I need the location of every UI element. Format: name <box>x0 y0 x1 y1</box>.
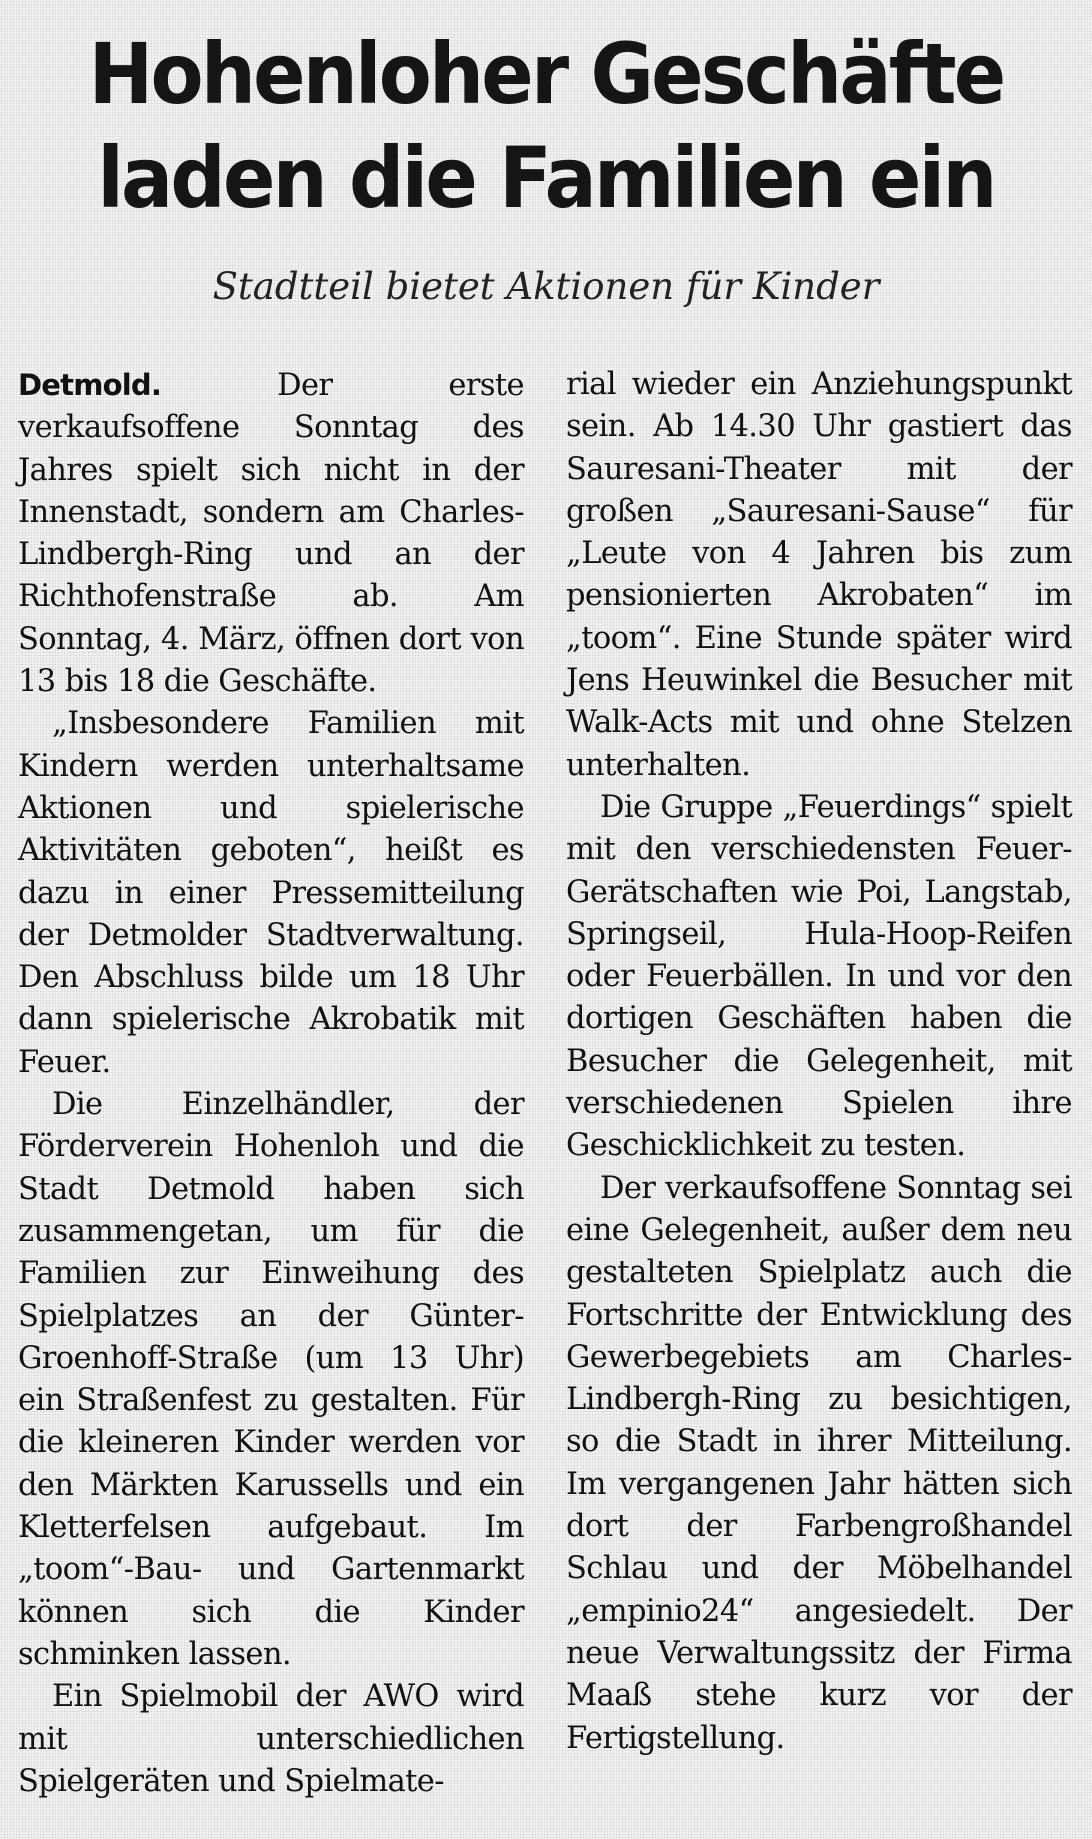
headline-line-2: laden die Familien ein <box>97 129 995 227</box>
paragraph: rial wieder ein Anziehungspunkt sein. Ab 14.30 Uhr gastiert das Sauresani-Theater mit der großen „Sauresani-Sause“ für „Leute von 4 Jahren bis zum pensionierten Akrobaten“ im „toom“. Eine Stunde später wird Jens Heuwinkel die Besucher mit Walk-Acts mit und ohne Stelzen unterhalten. <box>566 367 1072 783</box>
dateline: Detmold. <box>18 368 162 402</box>
article-column-right <box>566 364 1072 1760</box>
paragraph: Ein Spielmobil der AWO wird mit unterschiedlichen Spielgeräten und Spielmate- <box>18 1679 524 1799</box>
paragraph-text: Der erste verkaufsoffene Sonntag des Jahres spielt sich nicht in der Innenstadt, sondern am Charles-Lindbergh-Ring und an der Richthofenstraße ab. Am Sonntag, 4. März, öffnen dort von 13 bis 18 die Geschäfte. <box>18 368 524 700</box>
paragraph: Die Gruppe „Feuerdings“ spielt mit den verschiedensten Feuer-Gerätschaften wie Poi, Langstab, Springseil, Hula-Hoop-Reifen oder Feuerbällen. In und vor den dortigen Geschäften haben die Besucher die Gelegenheit, mit verschiedenen Spielen ihre Geschicklichkeit zu testen. <box>566 789 1072 1164</box>
subtitle: Stadtteil bietet Aktionen für Kinder <box>212 265 880 308</box>
headline-line-1: Hohenloher Geschäfte <box>88 25 1004 123</box>
headline <box>44 22 1049 230</box>
paragraph: „Insbesondere Familien mit Kindern werden unterhaltsame Aktionen und spielerische Aktivitäten geboten“, heißt es dazu in einer Pressemitteilung der Detmolder Stadtverwaltung. Den Abschluss bilde um 18 Uhr dann spielerische Akrobatik mit Feuer. <box>18 706 524 1080</box>
paragraph <box>18 364 524 703</box>
article-column-left <box>18 364 524 1803</box>
paragraph: Die Einzelhändler, der Förderverein Hohenloh und die Stadt Detmold haben sich zusammengetan, um für die Familien zur Einweihung des Spielplatzes an der Günter-Groenhoff-Straße (um 13 Uhr) ein Straßenfest zu gestalten. Für die kleineren Kinder werden vor den Märkten Karussells und ein Kletterfelsen aufgebaut. Im „toom“-Bau- und Gartenmarkt können sich die Kinder schminken lassen. <box>18 1087 524 1672</box>
paragraph: Der verkaufsoffene Sonntag sei eine Gelegenheit, außer dem neu gestalteten Spielplatz auch die Fortschritte der Entwicklung des Gewerbegebiets am Charles-Lindbergh-Ring zu besichtigen, so die Stadt in ihrer Mitteilung. Im vergangenen Jahr hätten sich dort der Farbengroßhandel Schlau und der Möbelhandel „empinio24“ angesiedelt. Der neue Verwaltungssitz der Firma Maaß stehe kurz vor der Fertigstellung. <box>566 1170 1072 1756</box>
